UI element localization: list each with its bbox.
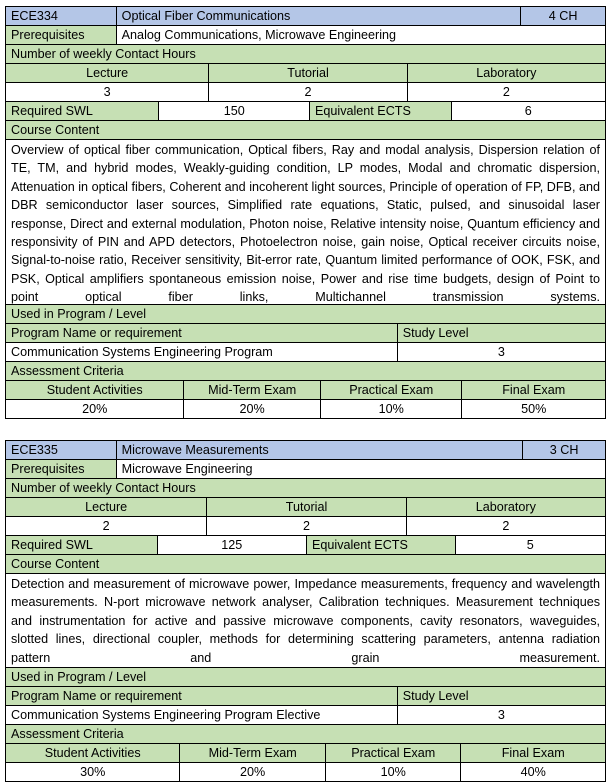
- swl-ects-row: [5, 102, 606, 121]
- laboratory-header: Laboratory: [406, 498, 605, 516]
- contact-hours-header-row: [5, 498, 606, 517]
- midterm-header: Mid-Term Exam: [183, 381, 320, 399]
- course-table-ece334: [5, 6, 606, 419]
- prerequisites-label: Prerequisites: [6, 26, 116, 44]
- program-name-header: Program Name or requirement: [6, 324, 397, 342]
- laboratory-hours: 2: [406, 517, 605, 535]
- program-title-row: [5, 668, 606, 687]
- tutorial-hours: 2: [206, 517, 405, 535]
- credit-hours: 4 CH: [520, 7, 605, 25]
- course-table-ece335: [5, 440, 606, 782]
- course-title: Microwave Measurements: [116, 441, 523, 459]
- midterm-value: 20%: [183, 400, 320, 418]
- program-name: Communication Systems Engineering Program Elective: [6, 706, 397, 724]
- swl-ects-row: [5, 536, 606, 555]
- contact-hours-title-row: [5, 45, 606, 64]
- lecture-header: Lecture: [6, 64, 208, 82]
- study-level-header: Study Level: [397, 687, 605, 705]
- course-content-text: Detection and measurement of microwave power, Impedance measurements, frequency and wavelength measurements. N-port microwave network analyser, Calibration techniques. Measurement techniques and instrumentation for active and passive microwave components, cavity resonators, waveguides, slotted lines, directional coupler, methods for determining scattering parameters, antenna radiation pattern and grain measurement.: [6, 574, 605, 667]
- swl-value: 125: [157, 536, 307, 554]
- contact-hours-title-row: [5, 479, 606, 498]
- contact-hours-label: Number of weekly Contact Hours: [6, 479, 605, 497]
- program-header-row: [5, 324, 606, 343]
- ects-label: Equivalent ECTS: [309, 102, 451, 120]
- study-level: 3: [397, 343, 605, 361]
- midterm-header: Mid-Term Exam: [179, 744, 325, 762]
- tutorial-header: Tutorial: [208, 64, 406, 82]
- assessment-title-row: [5, 725, 606, 744]
- student-activities-value: 20%: [6, 400, 183, 418]
- course-content-text: Overview of optical fiber communication, Optical fibers, Ray and modal analysis, Dispersion relation of TE, TM, and hybrid modes, Weakly-guiding condition, LP modes, Modal and chromatic dispersion, Attenuation in optical fibers, Coherent and incoherent light sources, Principle of operation of FP, DFB, and DBR semiconductor laser sources, Simplified rate equations, Static, pulsed, and sinusoidal laser response, Direct and external modulation, Photon noise, Relative intensity noise, Quantum efficiency and responsivity of PIN and APD detectors, Photoelectron noise, gain noise, Optical receiver circuits noise, Signal-to-noise ratio, Receiver sensitivity, Bit-error rate, Quantum limited performance of OOK, FSK, and PSK, Optical amplifiers spontaneous emission noise, Power and rise time budgets, design of Point to point optical fiber links, Multichannel transmission systems.: [6, 140, 605, 304]
- content-title-row: [5, 555, 606, 574]
- ects-value: 6: [451, 102, 605, 120]
- program-name: Communication Systems Engineering Program: [6, 343, 397, 361]
- final-value: 50%: [461, 400, 605, 418]
- lecture-hours: 3: [6, 83, 208, 101]
- laboratory-header: Laboratory: [407, 64, 605, 82]
- program-header-row: [5, 687, 606, 706]
- course-content-label: Course Content: [6, 555, 605, 573]
- assessment-value-row: [5, 400, 606, 419]
- prerequisites-value: Microwave Engineering: [116, 460, 605, 478]
- credit-hours: 3 CH: [522, 441, 605, 459]
- course-header-row: [5, 440, 606, 460]
- student-activities-header: Student Activities: [6, 744, 179, 762]
- prerequisites-label: Prerequisites: [6, 460, 116, 478]
- tutorial-header: Tutorial: [206, 498, 405, 516]
- ects-value: 5: [455, 536, 606, 554]
- prerequisites-value: Analog Communications, Microwave Engineering: [116, 26, 605, 44]
- program-label: Used in Program / Level: [6, 305, 605, 323]
- assessment-value-row: [5, 763, 606, 782]
- study-level: 3: [397, 706, 605, 724]
- content-title-row: [5, 121, 606, 140]
- swl-label: Required SWL: [6, 536, 157, 554]
- practical-value: 10%: [325, 763, 461, 781]
- prerequisites-row: [5, 460, 606, 479]
- practical-value: 10%: [320, 400, 462, 418]
- content-row: [5, 574, 606, 668]
- program-value-row: [5, 343, 606, 362]
- contact-hours-header-row: [5, 64, 606, 83]
- content-row: [5, 140, 606, 305]
- assessment-header-row: [5, 744, 606, 763]
- contact-hours-value-row: [5, 517, 606, 536]
- ects-label: Equivalent ECTS: [306, 536, 455, 554]
- contact-hours-value-row: [5, 83, 606, 102]
- lecture-hours: 2: [6, 517, 206, 535]
- contact-hours-label: Number of weekly Contact Hours: [6, 45, 605, 63]
- study-level-header: Study Level: [397, 324, 605, 342]
- practical-header: Practical Exam: [325, 744, 461, 762]
- assessment-title-row: [5, 362, 606, 381]
- lecture-header: Lecture: [6, 498, 206, 516]
- course-code: ECE335: [6, 441, 116, 459]
- student-activities-header: Student Activities: [6, 381, 183, 399]
- program-title-row: [5, 305, 606, 324]
- final-value: 40%: [460, 763, 605, 781]
- assessment-label: Assessment Criteria: [6, 725, 605, 743]
- practical-header: Practical Exam: [320, 381, 462, 399]
- midterm-value: 20%: [179, 763, 325, 781]
- program-value-row: [5, 706, 606, 725]
- swl-label: Required SWL: [6, 102, 158, 120]
- laboratory-hours: 2: [407, 83, 605, 101]
- student-activities-value: 30%: [6, 763, 179, 781]
- assessment-label: Assessment Criteria: [6, 362, 605, 380]
- program-name-header: Program Name or requirement: [6, 687, 397, 705]
- tutorial-hours: 2: [208, 83, 406, 101]
- course-header-row: [5, 6, 606, 26]
- course-title: Optical Fiber Communications: [116, 7, 521, 25]
- final-header: Final Exam: [461, 381, 605, 399]
- program-label: Used in Program / Level: [6, 668, 605, 686]
- assessment-header-row: [5, 381, 606, 400]
- final-header: Final Exam: [460, 744, 605, 762]
- prerequisites-row: [5, 26, 606, 45]
- course-code: ECE334: [6, 7, 116, 25]
- swl-value: 150: [158, 102, 309, 120]
- course-content-label: Course Content: [6, 121, 605, 139]
